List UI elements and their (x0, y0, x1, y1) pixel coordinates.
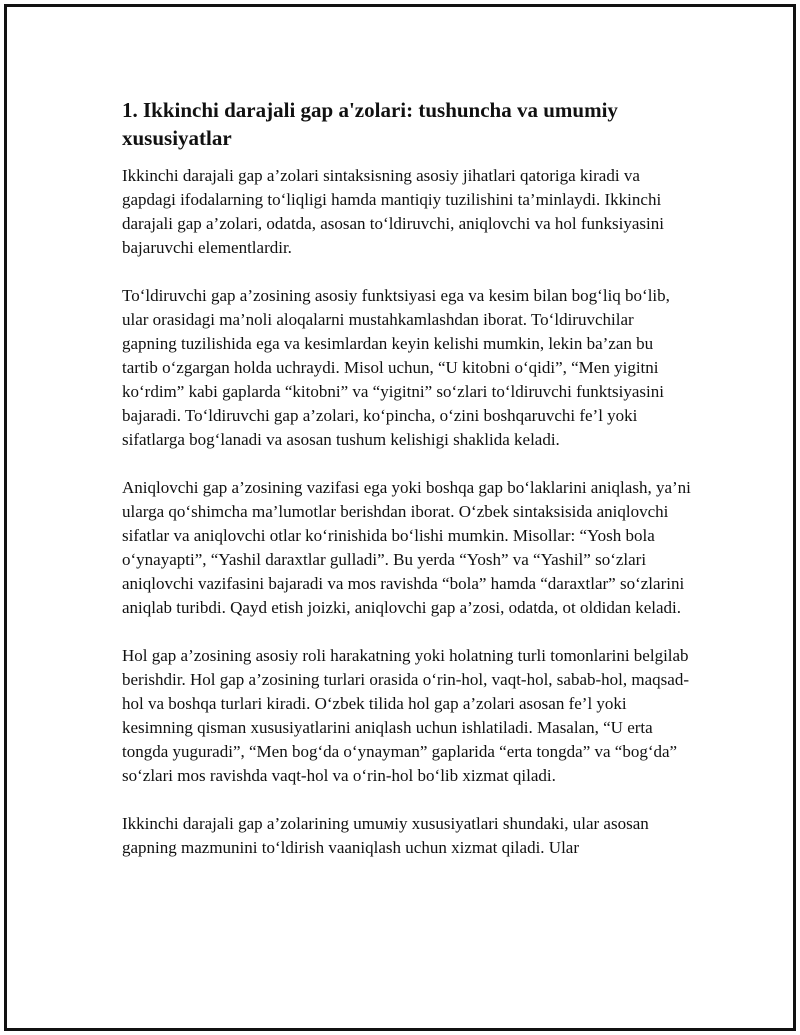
paragraph-aniqlovchi: Aniqlovchi gap a’zosining vazifasi ega yoki boshqa gap bo‘laklarini aniqlash, ya’ni ularga qo‘shimcha ma’lumotlar berishdan iborat. O‘zbek sintaksisida aniqlovchi sifatlar va aniqlovchi otlar ko‘rinishida bo‘lishi mumkin. Misollar: “Yosh bola o‘ynayapti”, “Yashil daraxtlar gulladi”. Bu yerda “Yosh” va “Yashil” so‘zlari aniqlovchi vazifasini bajaradi va mos ravishda “bola” hamda “daraxtlar” so‘zlarini aniqlab turibdi. Qayd etish joizki, aniqlovchi gap a’zosi, odatda, ot oldidan keladi. (122, 478, 691, 617)
paragraph-intro: Ikkinchi darajali gap a’zolari sintaksisning asosiy jihatlari qatoriga kiradi va gapdagi ifodalarning to‘liqligi hamda mantiqiy tuzilishini ta’minlaydi. Ikkinchi darajali gap a’zolari, odatda, asosan to‘ldiruvchi, aniqlovchi va hol funksiyasini bajaruvchi elementlardir. (122, 166, 664, 257)
paragraph-hol: Hol gap a’zosining asosiy roli harakatning yoki holatning turli tomonlarini belgilab berishdir. Hol gap a’zosining turlari orasida o‘rin-hol, vaqt-hol, sabab-hol, maqsad-hol va boshqa turlari kiradi. O‘zbek tilida hol gap a’zolari asosan fe’l yoki kesimning qisman xususiyatlarini aniqlash uchun ishlatiladi. Masalan, “U erta tongda yuguradi”, “Men bog‘da o‘ynayman” gaplarida “erta tongda” va “bog‘da” so‘zlari mos ravishda vaqt-hol va o‘rin-hol bo‘lib xizmat qiladi. (122, 646, 689, 785)
section-heading: 1. Ikkinchi darajali gap a'zolari: tushuncha va umumiy xususiyatlar (122, 98, 618, 150)
paragraph-toldiruvchi: To‘ldiruvchi gap a’zosining asosiy funktsiyasi ega va kesim bilan bog‘liq bo‘lib, ular orasidagi ma’noli aloqalarni mustahkamlashdan iborat. To‘ldiruvchilar gapning tuzilishida ega va kesimlardan keyin kelishi mumkin, lekin ba’zan bu tartib o‘zgargan holda uchraydi. Misol uchun, “U kitobni o‘qidi”, “Men yigitni ko‘rdim” kabi gaplarda “kitobni” va “yigitni” so‘zlari to‘ldiruvchi funktsiyasini bajaradi. To‘ldiruvchi gap a’zolari, ko‘pincha, o‘zini boshqaruvchi fe’l yoki sifatlarga bog‘lanadi va asosan tushum kelishigi shaklida keladi. (122, 286, 670, 449)
document-body (122, 96, 692, 884)
document-page (4, 4, 796, 1031)
paragraph-umumiy: Ikkinchi darajali gap a’zolarining umuмiy xususiyatlari shundaki, ular asosan gapning mazmunini to‘ldirish vaaniqlash uchun xizmat qiladi. Ular (122, 814, 649, 857)
